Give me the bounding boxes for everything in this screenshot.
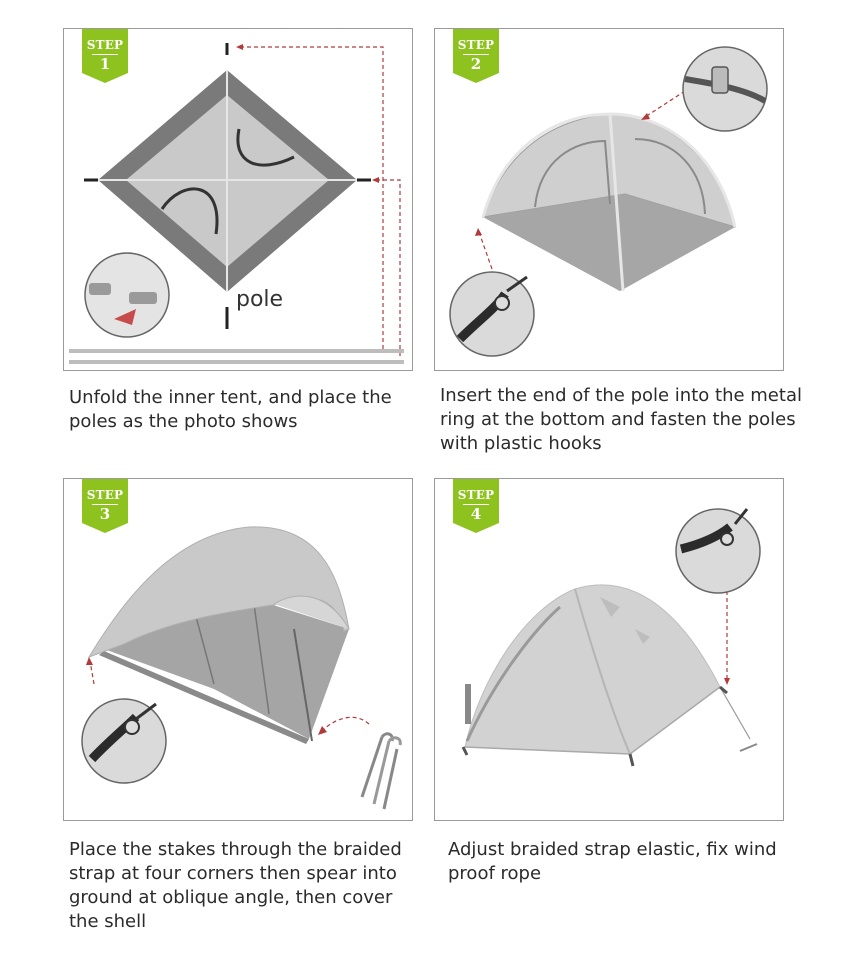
step-3-badge <box>82 479 128 533</box>
step-3-caption: Place the stakes through the braided strap at four corners then spear into ground at oblique angle, then cover the shell <box>69 839 402 932</box>
step-3-panel <box>63 478 413 821</box>
badge-step-number: 2 <box>470 55 482 73</box>
step-2-caption: Insert the end of the pole into the metal ring at the bottom and fasten the poles with plastic hooks <box>440 385 802 454</box>
badge-step-number: 3 <box>99 505 111 523</box>
badge-step-word: STEP <box>457 38 495 52</box>
badge-step-number: 4 <box>470 505 482 523</box>
step-1-badge <box>82 29 128 83</box>
step-4-caption: Adjust braided strap elastic, fix wind proof rope <box>448 839 777 884</box>
step-4-badge <box>453 479 499 533</box>
badge-step-number: 1 <box>99 55 111 73</box>
step-2-badge <box>453 29 499 83</box>
step-2-panel <box>434 28 784 371</box>
badge-step-word: STEP <box>457 488 495 502</box>
step-1-panel <box>63 28 413 371</box>
badge-step-word: STEP <box>86 38 124 52</box>
badge-step-word: STEP <box>86 488 124 502</box>
step-4-panel <box>434 478 784 821</box>
step-1-caption: Unfold the inner tent, and place the poles as the photo shows <box>69 387 392 432</box>
pole-label: pole <box>236 287 284 312</box>
